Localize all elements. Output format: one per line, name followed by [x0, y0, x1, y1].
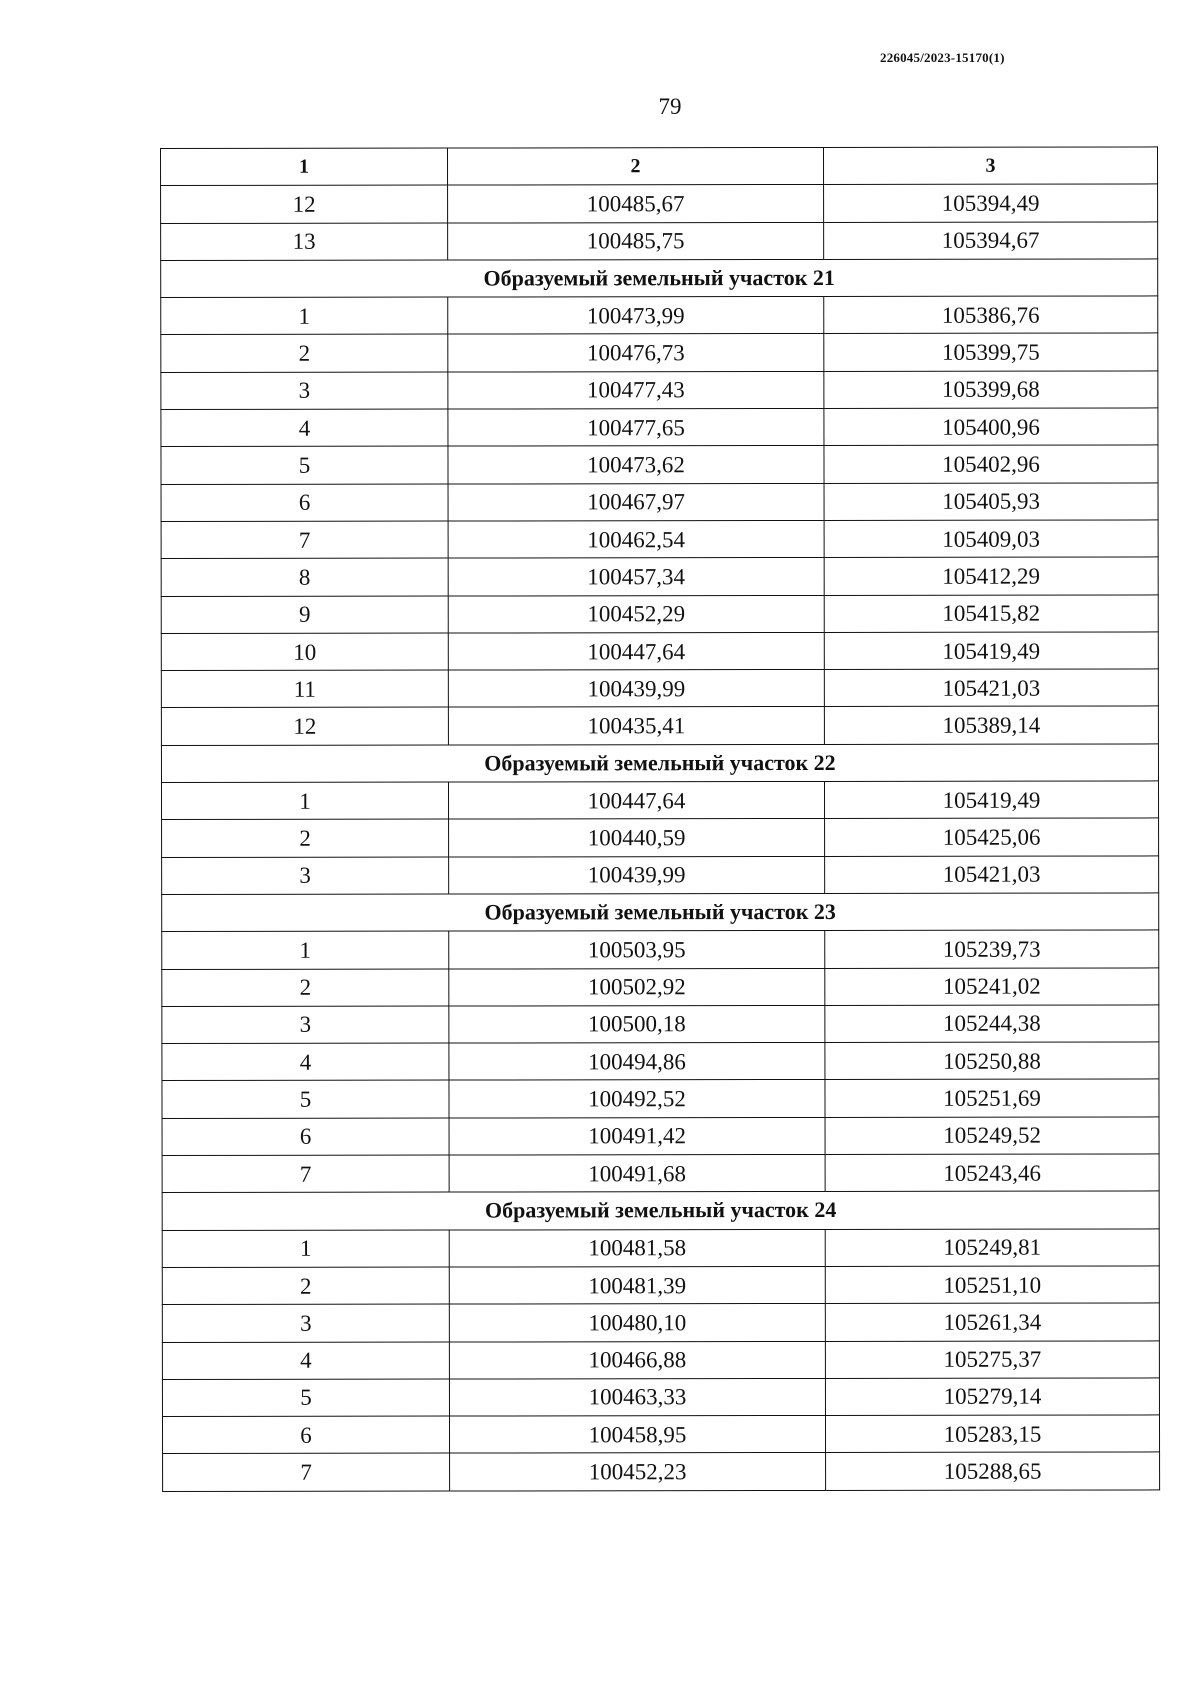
x-coordinate-cell: 100491,68: [449, 1154, 825, 1192]
section-row: [162, 1191, 1159, 1230]
section-title: Образуемый земельный участок 24: [162, 1191, 1159, 1230]
table-row: [161, 557, 1158, 596]
point-number-cell: 2: [162, 969, 449, 1007]
table-row: [162, 1154, 1159, 1193]
table-row: [161, 483, 1158, 522]
table-row: [162, 1005, 1159, 1044]
y-coordinate-cell: 105409,03: [824, 520, 1158, 558]
y-coordinate-cell: 105249,52: [825, 1117, 1159, 1155]
y-coordinate-cell: 105244,38: [825, 1005, 1159, 1043]
section-row: [161, 259, 1158, 298]
x-coordinate-cell: 100503,95: [449, 931, 825, 969]
y-coordinate-cell: 105421,03: [824, 669, 1158, 707]
table-row: [161, 445, 1158, 484]
x-coordinate-cell: 100502,92: [449, 968, 825, 1006]
x-coordinate-cell: 100480,10: [449, 1304, 825, 1342]
x-coordinate-cell: 100457,34: [448, 558, 824, 596]
y-coordinate-cell: 105421,03: [825, 856, 1159, 894]
x-coordinate-cell: 100477,43: [448, 371, 824, 409]
point-number-cell: 2: [162, 819, 449, 857]
point-number-cell: 10: [161, 633, 448, 671]
coordinates-table: [160, 146, 1160, 1491]
table-row: [161, 520, 1158, 559]
point-number-cell: 12: [161, 708, 448, 746]
y-coordinate-cell: 105415,82: [824, 594, 1158, 632]
x-coordinate-cell: 100458,95: [449, 1416, 825, 1454]
y-coordinate-cell: 105394,67: [824, 222, 1158, 260]
y-coordinate-cell: 105389,14: [824, 706, 1158, 744]
y-coordinate-cell: 105283,15: [825, 1415, 1159, 1453]
table-row: [161, 669, 1158, 708]
y-coordinate-cell: 105251,10: [825, 1266, 1159, 1304]
point-number-cell: 7: [163, 1453, 450, 1491]
table-row: [163, 1452, 1160, 1491]
point-number-cell: 3: [161, 372, 448, 410]
point-number-cell: 2: [161, 335, 448, 373]
point-number-cell: 9: [161, 596, 448, 634]
table-row: [161, 781, 1158, 820]
section-row: [161, 744, 1158, 783]
point-number-cell: 13: [161, 223, 448, 261]
y-coordinate-cell: 105251,69: [825, 1079, 1159, 1117]
table-row: [162, 1042, 1159, 1081]
y-coordinate-cell: 105241,02: [825, 967, 1159, 1005]
section-title: Образуемый земельный участок 23: [162, 893, 1159, 932]
column-header-point: 1: [161, 148, 448, 186]
point-number-cell: 6: [162, 1416, 449, 1454]
x-coordinate-cell: 100473,99: [448, 297, 824, 335]
point-number-cell: 12: [161, 185, 448, 223]
point-number-cell: 4: [162, 1043, 449, 1081]
table-row: [161, 632, 1158, 671]
x-coordinate-cell: 100476,73: [448, 334, 824, 372]
point-number-cell: 5: [162, 1080, 449, 1118]
table-row: [161, 333, 1158, 372]
x-coordinate-cell: 100481,39: [449, 1266, 825, 1304]
x-coordinate-cell: 100491,42: [449, 1117, 825, 1155]
x-coordinate-cell: 100452,29: [448, 595, 824, 633]
table-header-row: [161, 147, 1158, 186]
x-coordinate-cell: 100481,58: [449, 1229, 825, 1267]
point-number-cell: 6: [161, 484, 448, 522]
point-number-cell: 3: [162, 1006, 449, 1044]
y-coordinate-cell: 105261,34: [825, 1303, 1159, 1341]
point-number-cell: 7: [162, 1155, 449, 1193]
table-row: [161, 408, 1158, 447]
point-number-cell: 1: [162, 931, 449, 969]
table-row: [161, 296, 1158, 335]
coordinates-table-container: [160, 146, 1159, 1491]
point-number-cell: 4: [162, 1342, 449, 1380]
x-coordinate-cell: 100447,64: [448, 782, 824, 820]
point-number-cell: 5: [162, 1379, 449, 1417]
x-coordinate-cell: 100435,41: [448, 707, 824, 745]
x-coordinate-cell: 100477,65: [448, 409, 824, 447]
table-row: [161, 706, 1158, 745]
y-coordinate-cell: 105250,88: [825, 1042, 1159, 1080]
table-row: [161, 184, 1158, 223]
table-row: [162, 967, 1159, 1006]
x-coordinate-cell: 100447,64: [448, 632, 824, 670]
y-coordinate-cell: 105279,14: [825, 1378, 1159, 1416]
y-coordinate-cell: 105399,68: [824, 371, 1158, 409]
point-number-cell: 4: [161, 409, 448, 447]
point-number-cell: 6: [162, 1118, 449, 1156]
x-coordinate-cell: 100439,99: [448, 670, 824, 708]
y-coordinate-cell: 105402,96: [824, 445, 1158, 483]
point-number-cell: 1: [162, 1230, 449, 1268]
table-row: [162, 1378, 1159, 1417]
y-coordinate-cell: 105386,76: [824, 296, 1158, 334]
y-coordinate-cell: 105419,49: [824, 781, 1158, 819]
y-coordinate-cell: 105394,49: [824, 184, 1158, 222]
table-row: [162, 930, 1159, 969]
y-coordinate-cell: 105412,29: [824, 557, 1158, 595]
table-row: [162, 856, 1159, 895]
y-coordinate-cell: 105425,06: [825, 818, 1159, 856]
y-coordinate-cell: 105399,75: [824, 333, 1158, 371]
point-number-cell: 11: [161, 670, 448, 708]
table-body: [161, 184, 1160, 1491]
table-row: [162, 1340, 1159, 1379]
document-id: 226045/2023-15170(1): [880, 50, 1005, 65]
section-row: [162, 893, 1159, 932]
point-number-cell: 7: [161, 521, 448, 559]
x-coordinate-cell: 100440,59: [449, 819, 825, 857]
point-number-cell: 3: [162, 1304, 449, 1342]
point-number-cell: 8: [161, 558, 448, 596]
y-coordinate-cell: 105288,65: [826, 1452, 1160, 1490]
table-row: [161, 594, 1158, 633]
x-coordinate-cell: 100485,75: [448, 222, 824, 260]
section-title: Образуемый земельный участок 22: [161, 744, 1158, 783]
table-row: [162, 1266, 1159, 1305]
table-row: [162, 1229, 1159, 1268]
table-row: [162, 818, 1159, 857]
x-coordinate-cell: 100467,97: [448, 483, 824, 521]
page-number: 79: [658, 94, 682, 119]
x-coordinate-cell: 100466,88: [449, 1341, 825, 1379]
y-coordinate-cell: 105275,37: [825, 1340, 1159, 1378]
point-number-cell: 1: [161, 297, 448, 335]
y-coordinate-cell: 105249,81: [825, 1229, 1159, 1267]
point-number-cell: 3: [162, 857, 449, 895]
table-row: [162, 1303, 1159, 1342]
y-coordinate-cell: 105419,49: [824, 632, 1158, 670]
x-coordinate-cell: 100462,54: [448, 520, 824, 558]
x-coordinate-cell: 100452,23: [450, 1453, 826, 1491]
x-coordinate-cell: 100463,33: [449, 1378, 825, 1416]
section-title: Образуемый земельный участок 21: [161, 259, 1158, 298]
table-row: [162, 1117, 1159, 1156]
table-row: [161, 371, 1158, 410]
y-coordinate-cell: 105239,73: [825, 930, 1159, 968]
column-header-x: 2: [448, 147, 824, 185]
y-coordinate-cell: 105243,46: [825, 1154, 1159, 1192]
table-row: [162, 1415, 1159, 1454]
table-row: [161, 222, 1158, 261]
y-coordinate-cell: 105405,93: [824, 483, 1158, 521]
x-coordinate-cell: 100473,62: [448, 446, 824, 484]
x-coordinate-cell: 100485,67: [448, 185, 824, 223]
y-coordinate-cell: 105400,96: [824, 408, 1158, 446]
point-number-cell: 1: [161, 782, 448, 820]
table-row: [162, 1079, 1159, 1118]
x-coordinate-cell: 100439,99: [449, 856, 825, 894]
x-coordinate-cell: 100500,18: [449, 1005, 825, 1043]
point-number-cell: 2: [162, 1267, 449, 1305]
x-coordinate-cell: 100494,86: [449, 1043, 825, 1081]
point-number-cell: 5: [161, 446, 448, 484]
column-header-y: 3: [823, 147, 1157, 185]
x-coordinate-cell: 100492,52: [449, 1080, 825, 1118]
